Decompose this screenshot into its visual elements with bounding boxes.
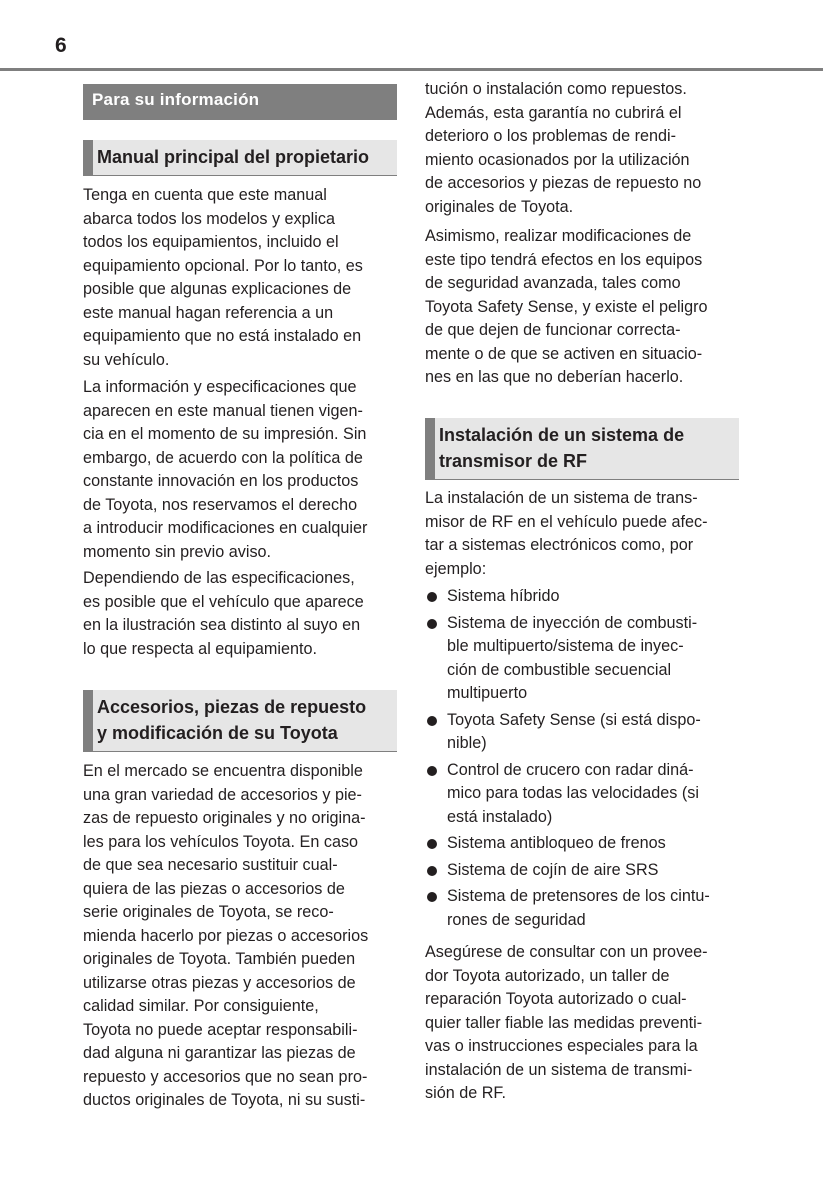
- bullet-icon: [427, 592, 437, 602]
- list-item-line: Control de crucero con radar diná-: [447, 760, 694, 779]
- text-line: Tenga en cuenta que este manual: [83, 186, 327, 204]
- list-item: [425, 612, 739, 706]
- rf-heading-line-2: transmisor de RF: [439, 451, 588, 471]
- manual-paragraph-1: [83, 184, 397, 372]
- text-line: originales de Toyota. También pueden: [83, 950, 356, 968]
- text-line: les para los vehículos Toyota. En caso: [83, 832, 359, 851]
- text-line: Además, esta garantía no cubrirá el: [425, 103, 682, 122]
- list-item-line: mico para todas las velocidades (si: [447, 784, 699, 802]
- text-line: quiera de las piezas o accesorios de: [83, 879, 345, 898]
- list-item-line: rones de seguridad: [447, 910, 586, 929]
- text-line: aparecen en este manual tienen vigen-: [83, 401, 363, 420]
- list-item-line: multipuerto: [447, 684, 528, 702]
- text-line: repuesto y accesorios que no sean pro-: [83, 1067, 368, 1086]
- text-line: Dependiendo de las especificaciones,: [83, 569, 355, 587]
- bullet-icon: [427, 866, 437, 876]
- text-line: miento ocasionados por la utilización: [425, 150, 690, 169]
- text-line: este tipo tendrá efectos en los equipos: [425, 250, 703, 269]
- text-line: La instalación de un sistema de trans-: [425, 489, 698, 507]
- page-number: 6: [55, 34, 67, 57]
- text-line: cia en el momento de su impresión. Sin: [83, 425, 367, 443]
- top-rule: [0, 68, 823, 71]
- rf-intro-paragraph: [425, 487, 739, 581]
- text-line: abarca todos los modelos y explica: [83, 209, 335, 228]
- list-item-line: nible): [447, 734, 487, 752]
- list-item-line: Sistema de inyección de combusti-: [447, 613, 698, 632]
- text-line: Asimismo, realizar modificaciones de: [425, 227, 692, 245]
- list-item: [425, 832, 739, 856]
- list-item: [425, 709, 739, 756]
- text-line: dor Toyota autorizado, un taller de: [425, 966, 670, 985]
- list-item-line: Toyota Safety Sense (si está dispo-: [447, 710, 701, 729]
- list-item-line: Sistema de cojín de aire SRS: [447, 860, 659, 879]
- text-line: este manual hagan referencia a un: [83, 303, 334, 322]
- text-line: lo que respecta al equipamiento.: [83, 639, 317, 658]
- text-line: Asegúrese de consultar con un provee-: [425, 943, 708, 961]
- list-item: [425, 859, 739, 883]
- list-item-line: Sistema híbrido: [447, 587, 560, 605]
- text-line: momento sin previo aviso.: [83, 542, 272, 561]
- text-line: utilizarse otras piezas y accesorios de: [83, 973, 356, 992]
- rf-heading: [425, 418, 739, 480]
- text-line: su vehículo.: [83, 350, 170, 369]
- text-line: calidad similar. Por consiguiente,: [83, 997, 319, 1015]
- rf-closing-paragraph: [425, 941, 739, 1106]
- text-line: zas de repuesto originales y no origina-: [83, 809, 366, 827]
- continued-paragraph-1: [425, 78, 739, 219]
- text-line: una gran variedad de accesorios y pie-: [83, 785, 362, 804]
- text-line: La información y especificaciones que: [83, 378, 357, 396]
- text-line: tar a sistemas electrónicos como, por: [425, 536, 694, 554]
- rf-heading-line-1: Instalación de un sistema de: [439, 425, 685, 445]
- text-line: mienda hacerlo por piezas o accesorios: [83, 926, 369, 945]
- list-item: [425, 885, 739, 932]
- bullet-icon: [427, 619, 437, 629]
- text-line: embargo, de acuerdo con la política de: [83, 448, 363, 467]
- text-line: de accesorios y piezas de repuesto no: [425, 174, 702, 192]
- text-line: es posible que el vehículo que aparece: [83, 592, 364, 611]
- list-item: [425, 585, 739, 609]
- text-line: Toyota Safety Sense, y existe el peligro: [425, 297, 708, 316]
- list-item-line: Sistema antibloqueo de frenos: [447, 834, 666, 852]
- text-line: misor de RF en el vehículo puede afec-: [425, 512, 708, 531]
- list-item-line: Sistema de pretensores de los cintu-: [447, 887, 710, 905]
- text-line: ejemplo:: [425, 559, 487, 578]
- accessories-heading: [83, 690, 397, 752]
- text-line: de Toyota, nos reservamos el derecho: [83, 495, 358, 514]
- text-line: de que dejen de funcionar correcta-: [425, 321, 681, 339]
- text-line: constante innovación en los productos: [83, 472, 359, 490]
- text-line: Toyota no puede aceptar responsabili-: [83, 1020, 358, 1039]
- text-line: serie originales de Toyota, se reco-: [83, 903, 334, 921]
- manual-paragraph-3: [83, 567, 397, 661]
- bullet-icon: [427, 766, 437, 776]
- text-line: todos los equipamientos, incluido el: [83, 233, 339, 251]
- list-item-line: ble multipuerto/sistema de inyec-: [447, 637, 684, 655]
- list-item-line: está instalado): [447, 807, 553, 826]
- accessories-heading-line-1: Accesorios, piezas de repuesto: [97, 697, 367, 717]
- text-line: mente o de que se activen en situacio-: [425, 344, 703, 363]
- accessories-heading-line-2: y modificación de su Toyota: [97, 723, 338, 743]
- text-line: de que sea necesario sustituir cual-: [83, 856, 338, 874]
- continued-paragraph-2: [425, 225, 739, 390]
- text-line: en la ilustración sea distinto al suyo en: [83, 616, 361, 634]
- text-line: vas o instrucciones especiales para la: [425, 1037, 698, 1055]
- accessories-paragraph-1: [83, 760, 397, 1113]
- text-line: sión de RF.: [425, 1084, 506, 1102]
- text-line: equipamiento opcional. Por lo tanto, es: [83, 256, 363, 275]
- manual-heading-text: Manual principal del propietario: [97, 147, 370, 167]
- text-line: deterioro o los problemas de rendi-: [425, 127, 677, 145]
- text-line: En el mercado se encuentra disponible: [83, 762, 363, 780]
- bullet-icon: [427, 839, 437, 849]
- bullet-icon: [427, 892, 437, 902]
- manual-paragraph-2: [83, 376, 397, 564]
- text-line: a introducir modificaciones en cualquier: [83, 519, 368, 537]
- list-item: [425, 759, 739, 830]
- text-line: instalación de un sistema de transmi-: [425, 1060, 693, 1079]
- list-item-line: ción de combustible secuencial: [447, 660, 672, 679]
- text-line: reparación Toyota autorizado o cual-: [425, 990, 687, 1008]
- text-line: ductos originales de Toyota, ni su susti-: [83, 1091, 366, 1109]
- bullet-icon: [427, 716, 437, 726]
- text-line: nes en las que no deberían hacerlo.: [425, 368, 684, 386]
- text-line: dad alguna ni garantizar las piezas de: [83, 1044, 356, 1062]
- text-line: tución o instalación como repuestos.: [425, 80, 687, 98]
- rf-affected-systems-list: [425, 585, 739, 935]
- text-line: quier taller fiable las medidas preventi-: [425, 1013, 703, 1032]
- text-line: originales de Toyota.: [425, 197, 574, 216]
- text-line: equipamiento que no está instalado en: [83, 327, 362, 345]
- section-title-bar: Para su información: [83, 84, 397, 120]
- text-line: posible que algunas explicaciones de: [83, 280, 352, 298]
- text-line: de seguridad avanzada, tales como: [425, 274, 681, 292]
- manual-heading: [83, 140, 397, 176]
